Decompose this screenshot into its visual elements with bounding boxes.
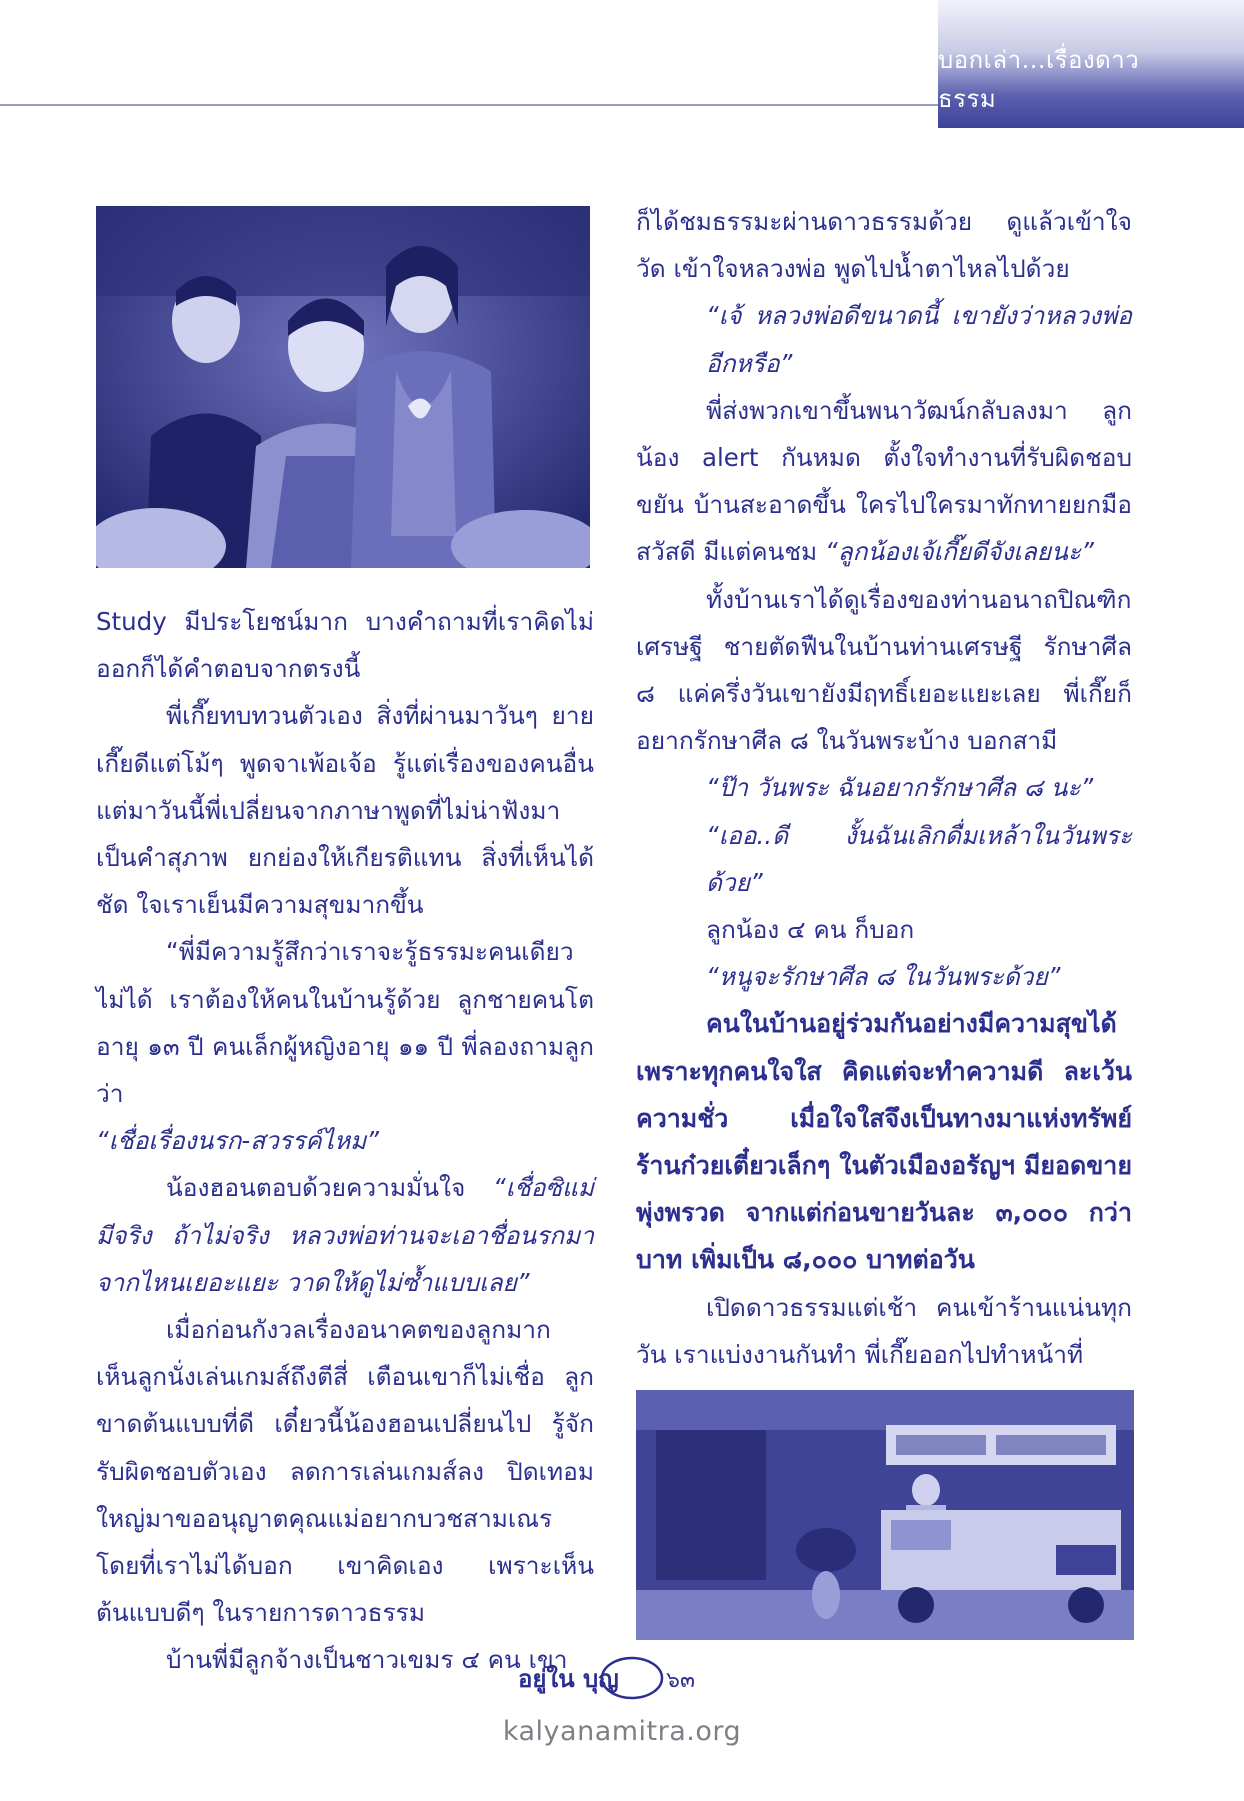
section-title: บอกเล่า...เรื่องดาวธรรม — [938, 46, 1140, 113]
right-quote-2: “ลูกน้องเจ้เกี๊ยดีจังเลยนะ” — [824, 537, 1094, 567]
left-paragraph-4 — [96, 1164, 594, 1306]
page-number: ๖๓ — [666, 1668, 696, 1693]
left-paragraph-1: Study มีประโยชน์มาก บางคำถามที่เราคิดไม่ออกก็ได้คำตอบจากตรงนี้ — [96, 607, 594, 684]
right-quote-4: “เออ..ดี งั้นฉันเลิกดื่มเหล้าในวันพระด้วย” — [706, 820, 1132, 897]
right-quote-3: “ป๊า วันพระ ฉันอยากรักษาศีล ๘ นะ” — [706, 773, 1094, 803]
right-quote-5: “หนูจะรักษาศีล ๘ ในวันพระด้วย” — [706, 962, 1061, 992]
right-paragraph-4: ลูกน้อง ๔ คน ก็บอก — [706, 915, 915, 945]
right-paragraph-1: ก็ได้ชมธรรมะผ่านดาวธรรมด้วย ดูแล้วเข้าใจวัด เข้าใจหลวงพ่อ พูดไปน้ำตาไหลไปด้วย — [636, 207, 1132, 284]
section-header-tab — [938, 0, 1244, 128]
photo-noodle-cart-illustration — [636, 1390, 1134, 1640]
footer-logo — [514, 1654, 728, 1702]
left-column — [96, 598, 594, 1684]
photo-three-women — [96, 206, 590, 568]
left-paragraph-6: บ้านพี่มีลูกจ้างเป็นชาวเขมร ๔ คน เขา — [166, 1645, 568, 1675]
left-paragraph-2: พี่เกี๊ยทบทวนตัวเอง สิ่งที่ผ่านมาวันๆ ยายเกี๊ยดีแต่โม้ๆ พูดจาเพ้อเจ้อ รู้แต่เรื่องของคนอื่น แต่มาวันนี้พี่เปลี่ยนจากภาษาพูดที่ไม่น่าฟังมาเป็นคำสุภาพ ยกย่องให้เกียรติแทน สิ่งที่เห็นได้ชัด ใจเราเย็นมีความสุขมากขึ้น — [96, 701, 594, 920]
right-column — [636, 198, 1132, 1378]
logo-text: อยู่ใน บุญ — [518, 1665, 619, 1693]
right-paragraph-3: ทั้งบ้านเราได้ดูเรื่องของท่านอนาถปิณฑิกเศรษฐี ชายตัดฟืนในบ้านท่านเศรษฐี รักษาศีล ๘ แค่ครึ่งวันเขายังมีฤทธิ์เยอะแยะเลย พี่เกี๊ยก็อยากรักษาศีล ๘ ในวันพระบ้าง บอกสามี — [636, 584, 1132, 756]
photo-noodle-cart — [636, 1390, 1134, 1640]
left-quote-2: “เชื่อซิแม่ มีจริง ถ้าไม่จริง หลวงพ่อท่านจะเอาชื่อนรกมาจากไหนเยอะแยะ วาดให้ดูไม่ซ้ำแบบเลย” — [96, 1173, 594, 1297]
left-paragraph-4-lead: น้องฮอนตอบด้วยความมั่นใจ — [166, 1173, 466, 1203]
photo-three-women-illustration — [96, 206, 590, 568]
right-paragraph-2-body: พี่ส่งพวกเขาขึ้นพนาวัฒน์กลับลงมา ลูกน้อง alert กันหมด ตั้งใจทำงานที่รับผิดชอบ ขยัน บ้านสะอาดขึ้น ใครไปใครมาทักทายยกมือสวัสดี มีแต่คนชม — [636, 395, 1132, 567]
right-paragraph-2 — [636, 387, 1132, 576]
header-rule — [0, 104, 938, 106]
left-quote-1: “เชื่อเรื่องนรก-สวรรค์ไหม” — [96, 1126, 379, 1156]
right-quote-1: “เจ้ หลวงพ่อดีขนาดนี้ เขายังว่าหลวงพ่ออีกหรือ” — [706, 301, 1132, 378]
right-bold-paragraph: คนในบ้านอยู่ร่วมกันอย่างมีความสุขได้ เพราะทุกคนใจใส คิดแต่จะทำความดี ละเว้นความชั่ว เมื่อใจใสจึงเป็นทางมาแห่งทรัพย์ ร้านก๋วยเตี๋ยวเล็กๆ ในตัวเมืองอรัญฯ มียอดขายพุ่งพรวด จากแต่ก่อนขายวันละ ๓,๐๐๐ กว่าบาท เพิ่มเป็น ๘,๐๐๐ บาทต่อวัน — [636, 1009, 1132, 1275]
footer-url: kalyanamitra.org — [502, 1716, 742, 1747]
left-paragraph-3: “พี่มีความรู้สึกว่าเราจะรู้ธรรมะคนเดียวไม่ได้ เราต้องให้คนในบ้านรู้ด้วย ลูกชายคนโตอายุ ๑๓ ปี คนเล็กผู้หญิงอายุ ๑๑ ปี พี่ลองถามลูกว่า — [96, 937, 594, 1109]
left-paragraph-5: เมื่อก่อนกังวลเรื่องอนาคตของลูกมาก เห็นลูกนั่งเล่นเกมส์ถึงตีสี่ เตือนเขาก็ไม่เชื่อ ลูกขาดต้นแบบที่ดี เดี๋ยวนี้น้องฮอนเปลี่ยนไป รู้จักรับผิดชอบตัวเอง ลดการเล่นเกมส์ลง ปิดเทอมใหญ่มาขออนุญาตคุณแม่อยากบวชสามเณร โดยที่เราไม่ได้บอก เขาคิดเอง เพราะเห็นต้นแบบดีๆ ในรายการดาวธรรม — [96, 1315, 594, 1628]
right-paragraph-5: เปิดดาวธรรมแต่เช้า คนเข้าร้านแน่นทุกวัน เราแบ่งงานกันทำ พี่เกี๊ยออกไปทำหน้าที่ — [636, 1292, 1132, 1369]
magazine-logo-icon — [514, 1654, 728, 1702]
